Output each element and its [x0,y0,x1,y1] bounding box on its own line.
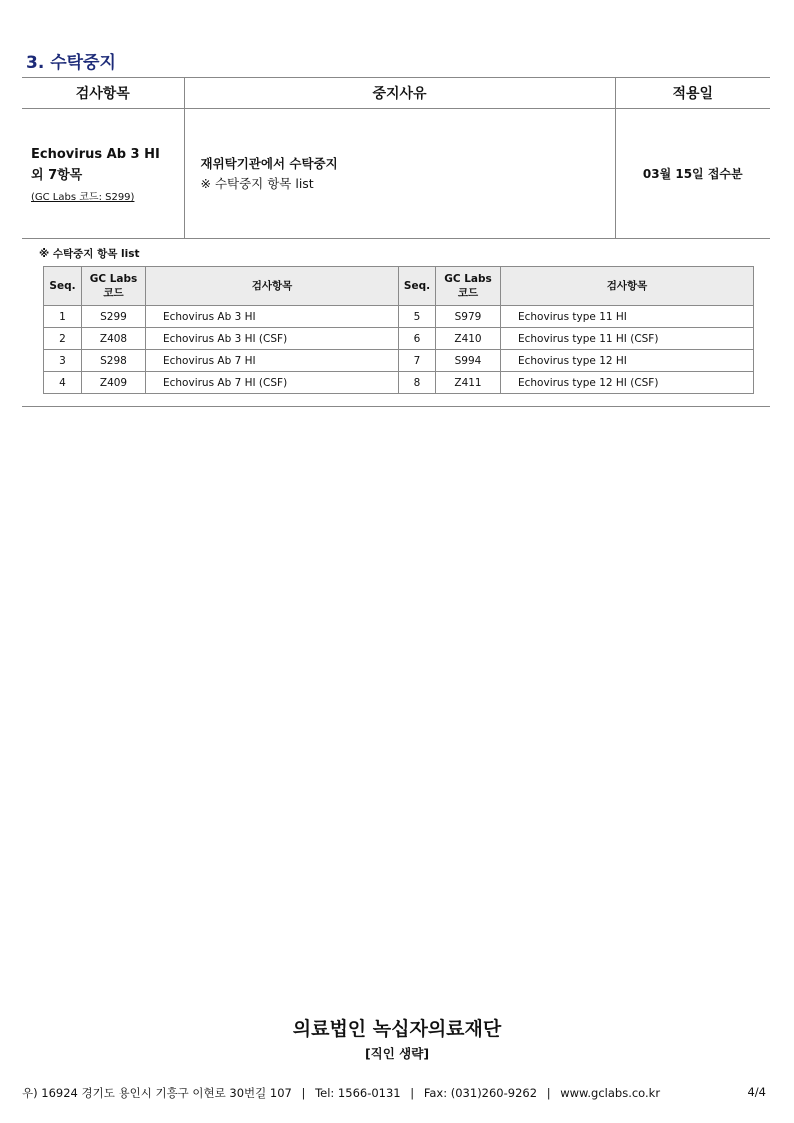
header-test-item: 검사항목 [22,78,184,109]
header-gc-code-line1: GC Labs [444,273,492,285]
header-reason: 중지사유 [184,78,615,109]
seq-cell: 6 [399,328,436,350]
section-bottom-divider [22,406,770,407]
seq-cell: 1 [44,306,82,328]
code-cell: S299 [82,306,146,328]
header-item: 검사항목 [146,267,399,306]
footer-separator: | [301,1086,306,1100]
item-cell: Echovirus type 12 HI [501,350,754,372]
header-gc-code-line2: 코드 [103,287,124,299]
footer-address: 우) 16924 경기도 용인시 기흥구 이현로 30번길 107 [22,1086,292,1100]
header-gc-code [436,267,501,306]
reason-cell [184,109,615,239]
code-cell: Z411 [436,372,501,394]
code-cell: Z408 [82,328,146,350]
seq-cell: 5 [399,306,436,328]
item-cell: Echovirus Ab 3 HI (CSF) [146,328,399,350]
item-cell: Echovirus type 11 HI (CSF) [501,328,754,350]
item-cell: Echovirus Ab 3 HI [146,306,399,328]
table-row [44,350,754,372]
footer-website[interactable]: www.gclabs.co.kr [560,1086,661,1100]
header-seq: Seq. [399,267,436,306]
table-row [44,306,754,328]
item-cell: Echovirus Ab 7 HI (CSF) [146,372,399,394]
code-cell: S994 [436,350,501,372]
table-row [44,328,754,350]
table-row [44,372,754,394]
header-seq: Seq. [44,267,82,306]
header-gc-code-line2: 코드 [457,287,479,299]
seq-cell: 7 [399,350,436,372]
organization-name: 의료법인 녹십자의료재단 [292,1018,502,1040]
item-cell: Echovirus type 12 HI (CSF) [501,372,754,394]
test-item-cell [22,109,184,239]
reason-list-ref: ※ 수탁중지 항목 list [200,176,314,191]
footer-fax: Fax: (031)260-9262 [423,1086,538,1100]
page-number: 4/4 [747,1085,766,1099]
section-title: 3. 수탁중지 [26,53,116,73]
reason-text: 재위탁기관에서 수탁중지 [200,156,338,171]
seq-cell: 3 [44,350,82,372]
list-note: ※ 수탁중지 항목 list [39,248,140,260]
item-cell: Echovirus Ab 7 HI [146,350,399,372]
item-cell: Echovirus type 11 HI [501,306,754,328]
footer-separator: | [410,1086,415,1100]
header-apply-date: 적용일 [615,78,770,109]
header-gc-code [82,267,146,306]
footer [22,1085,766,1101]
apply-date-cell: 03월 15일 접수분 [615,109,770,239]
test-item-name: Echovirus Ab 3 HI [31,147,160,162]
suspended-items-table [43,266,754,394]
header-gc-code-line1: GC Labs [89,273,138,285]
seq-cell: 8 [399,372,436,394]
suspension-row [22,109,770,239]
footer-separator: | [546,1086,551,1100]
seq-cell: 4 [44,372,82,394]
suspension-table [22,77,770,239]
seq-cell: 2 [44,328,82,350]
footer-tel: Tel: 1566-0131 [315,1086,401,1100]
test-item-count: 외 7항목 [31,168,83,183]
code-cell: S298 [82,350,146,372]
seal-note: [직인 생략] [364,1046,430,1061]
suspended-items-header [44,267,754,306]
suspension-table-header [22,78,770,109]
code-cell: S979 [436,306,501,328]
header-item: 검사항목 [501,267,754,306]
code-cell: Z410 [436,328,501,350]
test-item-code: (GC Labs 코드: S299) [31,192,135,203]
code-cell: Z409 [82,372,146,394]
